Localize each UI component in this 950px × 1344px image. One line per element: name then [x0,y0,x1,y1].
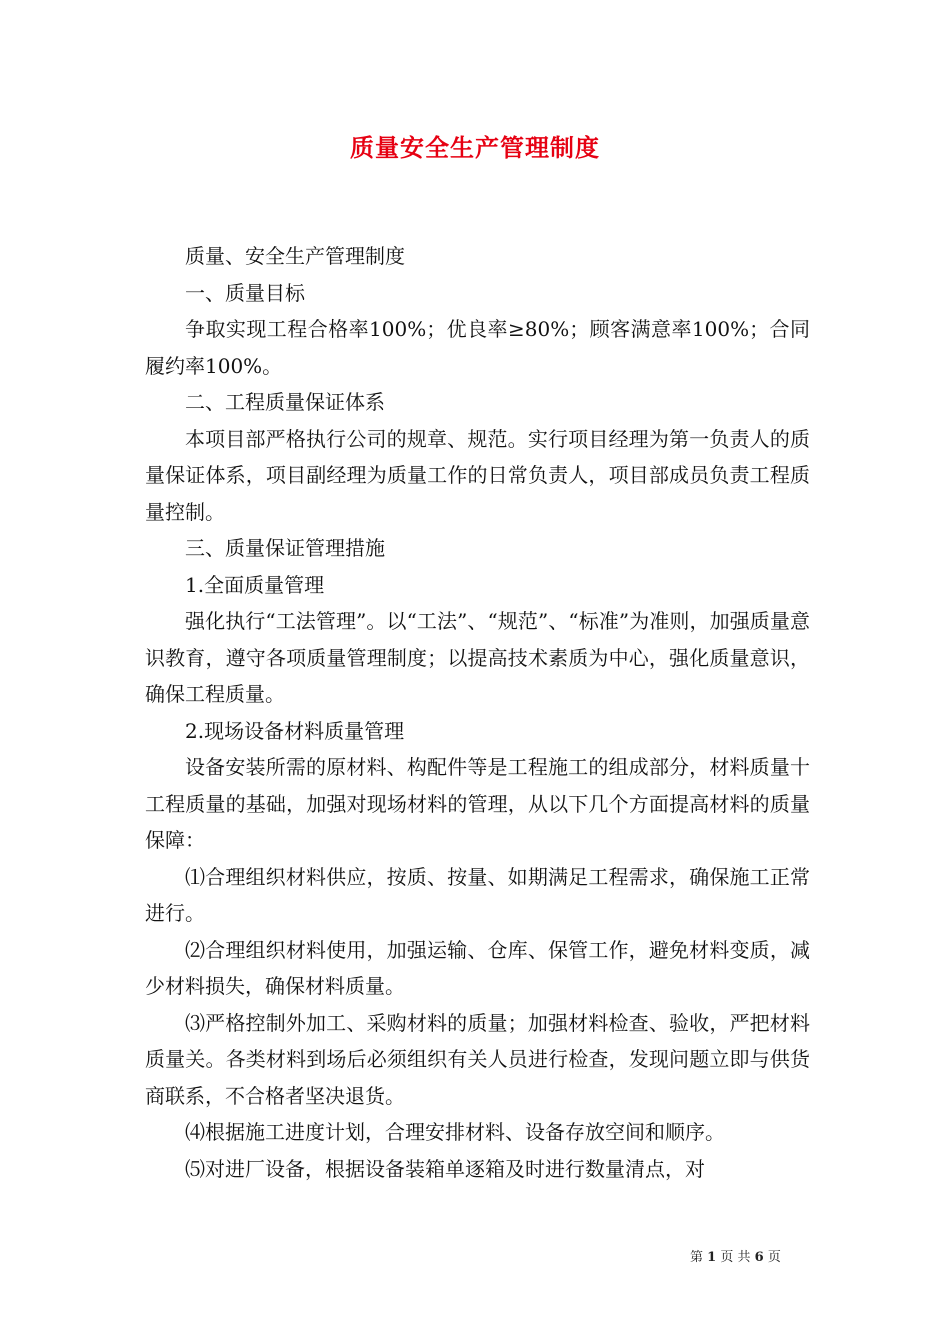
footer-middle: 页 共 [720,1250,751,1265]
list-item: ⑵合理组织材料使用，加强运输、仓库、保管工作，避免材料变质，减少材料损失，确保材料质量。 [145,937,810,998]
list-item: ⑷根据施工进度计划，合理安排材料、设备存放空间和顺序。 [185,1120,725,1144]
document-title: 质量安全生产管理制度 [350,133,600,162]
footer-suffix: 页 [767,1250,781,1265]
footer-prefix: 第 [690,1250,704,1265]
paragraph-heading: 质量、安全生产管理制度 [185,244,405,268]
list-item: ⑶严格控制外加工、采购材料的质量；加强材料检查、验收，严把材料质量关。各类材料到场后必须组织有关人员进行检查，发现问题立即与供货商联系，不合格者坚决退货。 [145,1010,810,1108]
list-item: ⑸对进厂设备，根据设备装箱单逐箱及时进行数量清点，对 [185,1156,705,1181]
subsection-heading-1: 1.全面质量管理 [185,572,325,597]
paragraph: 设备安装所需的原材料、构配件等是工程施工的组成部分，材料质量十工程质量的基础，加强对现场材料的管理，从以下几个方面提高材料的质量保障： [145,755,810,852]
footer-total-pages: 6 [754,1250,764,1265]
subsection-heading-2: 2.现场设备材料质量管理 [185,718,405,743]
list-item: ⑴合理组织材料供应，按质、按量、如期满足工程需求，确保施工正常进行。 [145,864,810,925]
document-body [145,238,810,1187]
page-number-footer [690,1248,830,1268]
paragraph: 强化执行“工法管理”。以“工法”、“规范”、“标准”为准则，加强质量意识教育，遵守各项质量管理制度；以提高技术素质为中心，强化质量意识，确保工程质量。 [145,609,810,706]
section-heading-1: 一、质量目标 [185,280,305,305]
paragraph: 争取实现工程合格率100%；优良率≥80%；顾客满意率100%；合同履约率100%。 [145,317,810,378]
footer-current-page: 1 [707,1250,717,1265]
section-heading-2: 二、工程质量保证体系 [185,390,385,414]
section-heading-3: 三、质量保证管理措施 [185,536,385,560]
paragraph: 本项目部严格执行公司的规章、规范。实行项目经理为第一负责人的质量保证体系，项目副经理为质量工作的日常负责人，项目部成员负责工程质量控制。 [145,426,810,524]
